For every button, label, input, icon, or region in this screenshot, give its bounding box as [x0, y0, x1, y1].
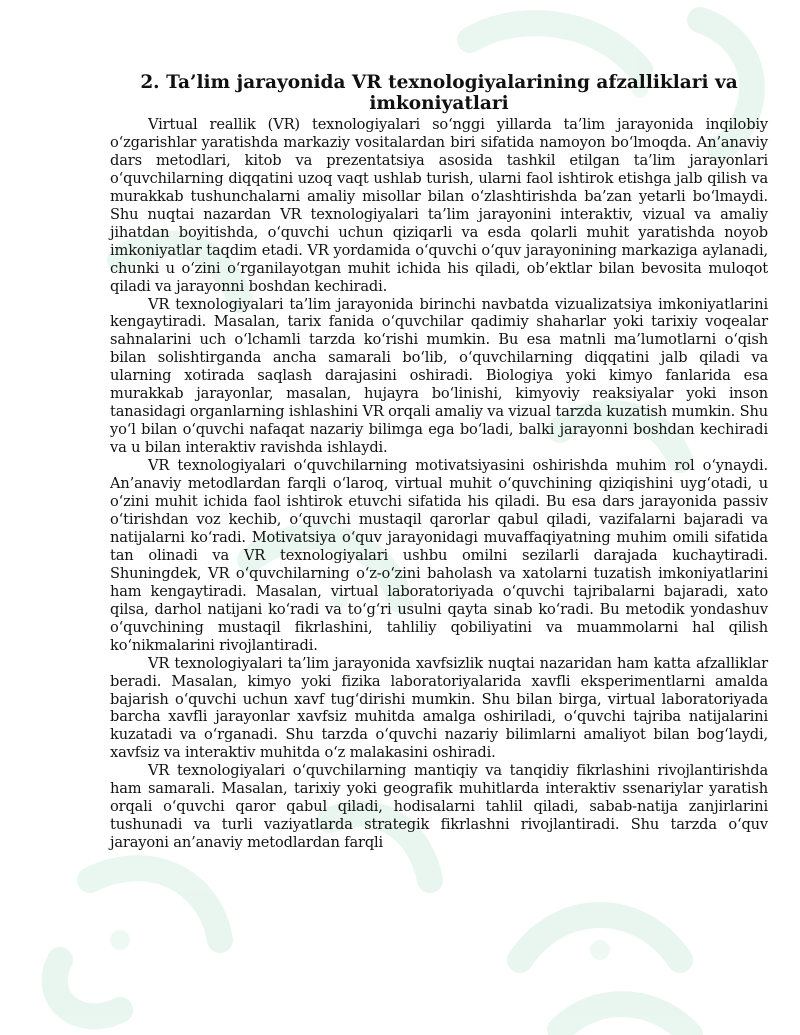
- document-page: [110, 72, 768, 852]
- paragraph-1: Virtual reallik (VR) texnologiyalari so‘nggi yillarda ta’lim jarayonida inqilobiy o‘zgarishlar yaratishda markaziy vositalardan biri sifatida namoyon bo‘lmoqda. An’anaviy dars metodlari, kitob va prezentatsiya asosida tashkil etilgan ta’lim jarayonlari o‘quvchilarning diqqatini uzoq vaqt ushlab turish, ularni faol ishtirok etishga jalb qilish va murakkab tushunchalarni amaliy misollar bilan o‘zlashtirishda ba’zan yetarli bo‘lmaydi. Shu nuqtai nazardan VR texnologiyalari ta’lim jarayonini interaktiv, vizual va amaliy jihatdan boyitishda, o‘quvchi uchun qiziqarli va esda qolarli muhit yaratishda noyob imkoniyatlar taqdim etadi. VR yordamida o‘quvchi o‘quv jarayonining markaziga aylanadi, chunki u o‘zini o‘rganilayotgan muhit ichida his qiladi, ob’ektlar bilan bevosita muloqot qiladi va jarayonni boshdan kechiradi.: [110, 116, 768, 295]
- section-title: 2. Ta’lim jarayonida VR texnologiyalarining afzalliklari va imkoniyatlari: [140, 72, 738, 114]
- paragraph-2: VR texnologiyalari ta’lim jarayonida birinchi navbatda vizualizatsiya imkoniyatlarini kengaytiradi. Masalan, tarix fanida o‘quvchilar qadimiy shaharlar yoki tarixiy voqealar sahnalarini uch o‘lchamli tarzda ko‘rishi mumkin. Bu esa matnli ma’lumotlarni o‘qish bilan solishtirganda ancha samarali bo‘lib, o‘quvchilarning diqqatini jalb qiladi va ularning xotirada saqlash darajasini oshiradi. Biologiya yoki kimyo fanlarida esa murakkab jarayonlar, masalan, hujayra bo‘linishi, kimyoviy reaksiyalar yoki inson tanasidagi organlarning ishlashini VR orqali amaliy va vizual tarzda kuzatish mumkin. Shu yo‘l bilan o‘quvchi nafaqat nazariy bilimga ega bo‘ladi, balki jarayonni boshdan kechiradi va u bilan interaktiv ravishda ishlaydi.: [110, 295, 768, 457]
- paragraph-3: VR texnologiyalari o‘quvchilarning motivatsiyasini oshirishda muhim rol o‘ynaydi. An’anaviy metodlardan farqli o‘laroq, virtual muhit o‘quvchining qiziqishini uyg‘otadi, u o‘zini muhit ichida faol ishtirok etuvchi sifatida his qiladi. Bu esa dars jarayonida passiv o‘tirishdan voz kechib, o‘quvchi mustaqil qarorlar qabul qiladi, vazifalarni bajaradi va natijalarni ko‘radi. Motivatsiya o‘quv jarayonidagi muvaffaqiyatning muhim omili sifatida tan olinadi va VR texnologiyalari ushbu omilni sezilarli darajada kuchaytiradi. Shuningdek, VR o‘quvchilarning o‘z-o‘zini baholash va xatolarni tuzatish imkoniyatlarini ham kengaytiradi. Masalan, virtual laboratoriyada o‘quvchi tajribalarni bajaradi, xato qilsa, darhol natijani ko‘radi va to‘g‘ri usulni qayta sinab ko‘radi. Bu metodik yondashuv o‘quvchining mustaqil fikrlashini, tahliliy qobiliyatini va muammolarni hal qilish ko‘nikmalarini rivojlantiradi.: [110, 457, 768, 654]
- paragraph-5: VR texnologiyalari o‘quvchilarning mantiqiy va tanqidiy fikrlashini rivojlantirishda ham samarali. Masalan, tarixiy yoki geografik muhitlarda interaktiv ssenariylar yaratish orqali o‘quvchi qaror qabul qiladi, hodisalarni tahlil qiladi, sabab-natija zanjirlarini tushunadi va turli vaziyatlarda strategik fikrlashni rivojlantiradi. Shu tarzda o‘quv jarayoni an’anaviy metodlardan farqli: [110, 762, 768, 852]
- paragraph-4: VR texnologiyalari ta’lim jarayonida xavfsizlik nuqtai nazaridan ham katta afzalliklar beradi. Masalan, kimyo yoki fizika laboratoriyalarida xavfli eksperimentlarni amalda bajarish o‘quvchi uchun xavf tug‘dirishi mumkin. Shu bilan birga, virtual laboratoriyada barcha xavfli jarayonlar xavfsiz muhitda amalga oshiriladi, o‘quvchi tajriba natijalarini kuzatadi va o‘rganadi. Shu tarzda o‘quvchi nazariy bilimlarni amaliyot bilan bog‘laydi, xavfsiz va interaktiv muhitda o‘z malakasini oshiradi.: [110, 654, 768, 762]
